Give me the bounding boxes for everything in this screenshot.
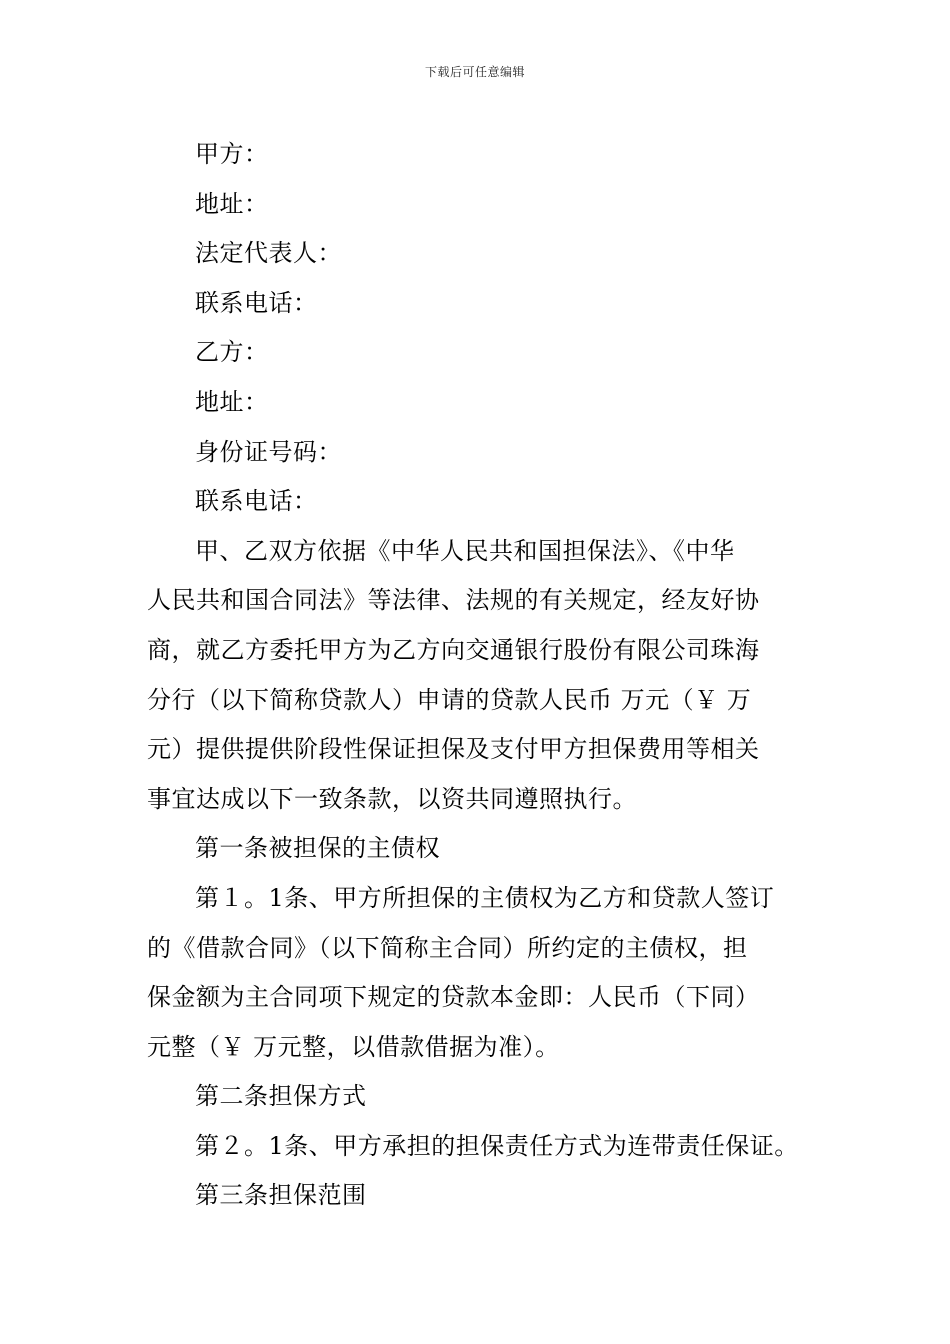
document-body (147, 130, 807, 1221)
article-2-1-line-1: 第２。1条、甲方承担的担保责任方式为连带责任保证。 (195, 1131, 799, 1160)
id-number-label: 身份证号码： (195, 437, 342, 466)
page-header: 下载后可任意编辑 (424, 65, 525, 79)
article-3-heading: 第三条担保范围 (195, 1181, 367, 1210)
party-b-phone-label: 联系电话： (195, 487, 318, 516)
preamble-line-3: 商，就乙方委托甲方为乙方向交通银行股份有限公司珠海 (147, 635, 760, 664)
party-a-label: 甲方： (195, 140, 269, 168)
party-a-address-label: 地址： (195, 189, 269, 218)
preamble-line-1: 甲、乙双方依据《中华人民共和国担保法》、《中华 (195, 536, 735, 565)
article-1-1-line-1: 第１。1条、甲方所担保的主债权为乙方和贷款人签订 (195, 883, 775, 912)
legal-representative-label: 法定代表人： (195, 239, 342, 268)
article-1-1-line-2: 的《借款合同》（以下简称主合同）所约定的主债权，担 (147, 933, 748, 962)
article-1-1-line-3: 保金额为主合同项下规定的贷款本金即：人民币（下同） (147, 983, 760, 1012)
preamble-line-2: 人民共和国合同法》等法律、法规的有关规定，经友好协 (147, 586, 760, 615)
party-b-label: 乙方： (195, 338, 269, 367)
preamble-line-5: 元）提供提供阶段性保证担保及支付甲方担保费用等相关 (147, 735, 760, 764)
preamble-line-4: 分行（以下简称贷款人）申请的贷款人民币 万元（￥ 万 (147, 685, 752, 714)
article-1-heading: 第一条被担保的主债权 (195, 834, 440, 863)
party-a-phone-label: 联系电话： (195, 288, 318, 317)
party-b-address-label: 地址： (195, 387, 269, 416)
preamble-line-6: 事宜达成以下一致条款，以资共同遵照执行。 (147, 784, 637, 813)
article-1-1-line-4: 元整（￥ 万元整，以借款借据为准）。 (147, 1032, 560, 1061)
article-2-heading: 第二条担保方式 (195, 1082, 367, 1111)
